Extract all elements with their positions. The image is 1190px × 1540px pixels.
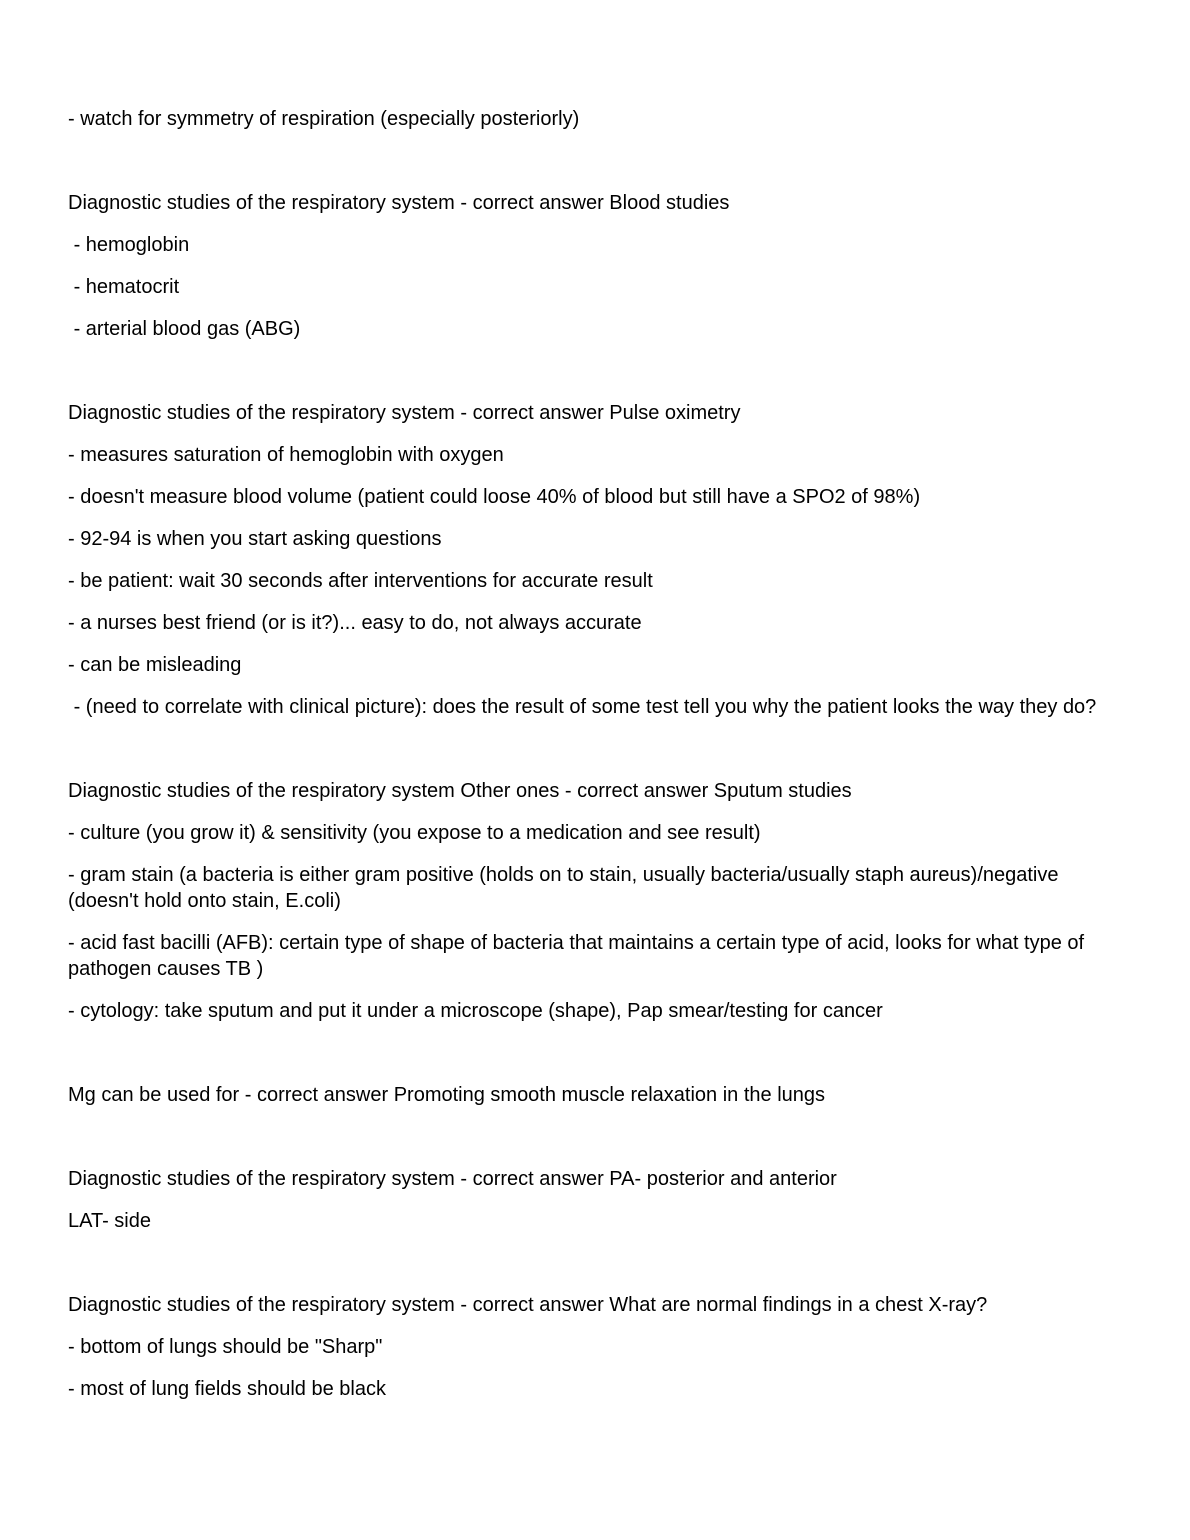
- note-line: - acid fast bacilli (AFB): certain type of shape of bacteria that maintains a certain type of acid, looks for what type of pathogen causes TB ): [68, 932, 1090, 980]
- note-block-blood-studies: [68, 190, 1098, 342]
- note-line: - a nurses best friend (or is it?)... easy to do, not always accurate: [68, 612, 642, 634]
- note-line: - most of lung fields should be black: [68, 1378, 386, 1400]
- note-line: - hemoglobin: [68, 234, 190, 256]
- note-line: - cytology: take sputum and put it under a microscope (shape), Pap smear/testing for cancer: [68, 1000, 883, 1022]
- note-line: - 92-94 is when you start asking questions: [68, 528, 442, 550]
- note-line: - culture (you grow it) & sensitivity (you expose to a medication and see result): [68, 822, 761, 844]
- block-gap: [68, 1124, 1098, 1166]
- note-line: LAT- side: [68, 1210, 151, 1232]
- note-line: - be patient: wait 30 seconds after interventions for accurate result: [68, 570, 653, 592]
- note-heading: Diagnostic studies of the respiratory system - correct answer Blood studies: [68, 192, 730, 214]
- note-heading: Diagnostic studies of the respiratory system - correct answer PA- posterior and anterior: [68, 1168, 837, 1190]
- note-line: - doesn't measure blood volume (patient could loose 40% of blood but still have a SPO2 of 98%): [68, 486, 921, 508]
- block-gap: [68, 1040, 1098, 1082]
- note-line: - bottom of lungs should be "Sharp": [68, 1336, 383, 1358]
- block-gap: [68, 1250, 1098, 1292]
- note-heading: Diagnostic studies of the respiratory system Other ones - correct answer Sputum studies: [68, 780, 852, 802]
- note-line: - arterial blood gas (ABG): [68, 318, 301, 340]
- note-block-chest-xray: [68, 1292, 1098, 1402]
- note-block-pa-lat: [68, 1166, 1098, 1234]
- note-line: - (need to correlate with clinical picture): does the result of some test tell you why the patient looks the way they do?: [68, 696, 1097, 718]
- note-heading: Diagnostic studies of the respiratory system - correct answer What are normal findings in a chest X-ray?: [68, 1294, 988, 1316]
- document-page: [68, 106, 1098, 1418]
- block-gap: [68, 358, 1098, 400]
- note-block-mg: [68, 1082, 1098, 1108]
- note-line: - gram stain (a bacteria is either gram positive (holds on to stain, usually bacteria/usually staph aureus)/negative (doesn't hold onto stain, E.coli): [68, 864, 1065, 912]
- note-line: - watch for symmetry of respiration (especially posteriorly): [68, 108, 580, 130]
- note-heading: Mg can be used for - correct answer Promoting smooth muscle relaxation in the lungs: [68, 1084, 826, 1106]
- note-block-pulse-oximetry: [68, 400, 1098, 720]
- note-heading: Diagnostic studies of the respiratory system - correct answer Pulse oximetry: [68, 402, 741, 424]
- note-block-sputum-studies: [68, 778, 1098, 1024]
- note-line: - can be misleading: [68, 654, 242, 676]
- block-gap: [68, 736, 1098, 778]
- note-block-symmetry: [68, 106, 1098, 132]
- note-line: - hematocrit: [68, 276, 180, 298]
- note-line: - measures saturation of hemoglobin with oxygen: [68, 444, 504, 466]
- block-gap: [68, 148, 1098, 190]
